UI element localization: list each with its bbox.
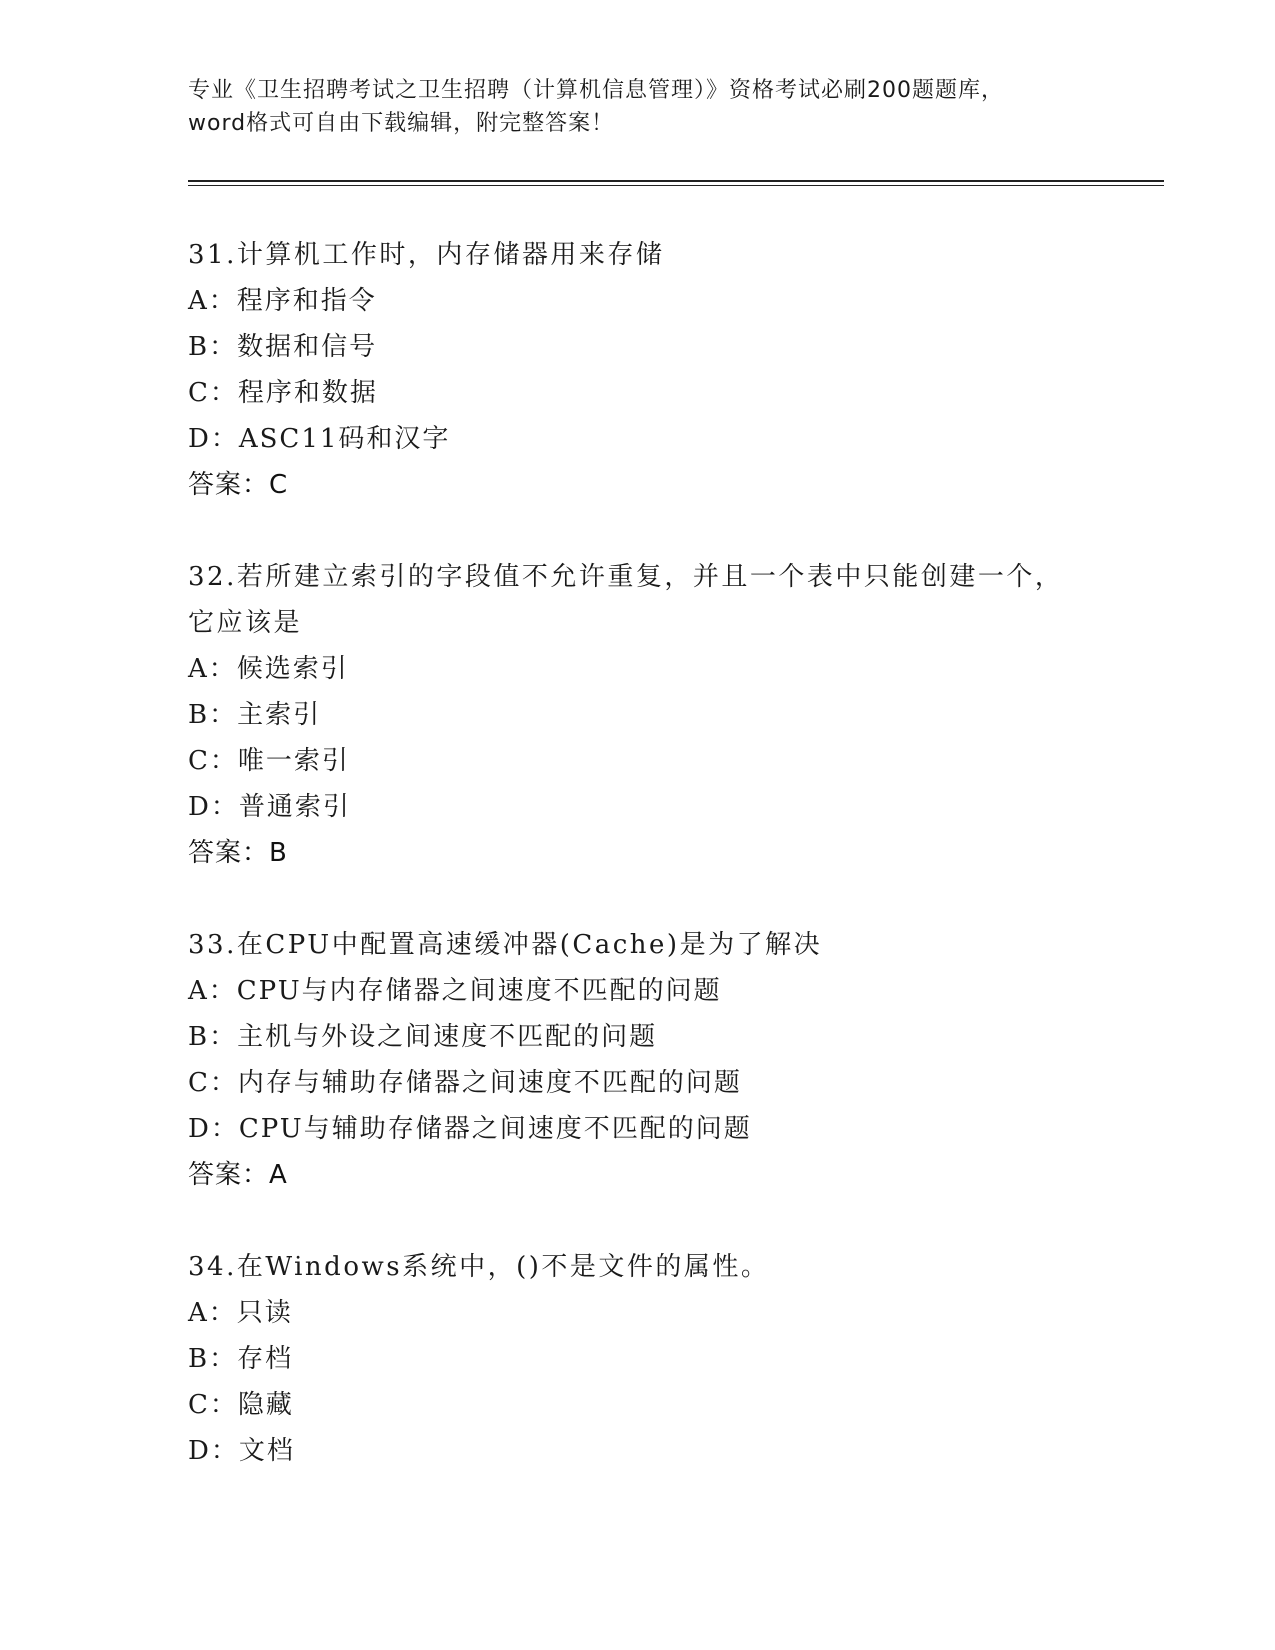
document-header xyxy=(188,74,1088,140)
option-b: B：主索引 xyxy=(188,700,322,730)
answer-line: 答案：A xyxy=(188,1160,288,1190)
option-d: D：普通索引 xyxy=(188,792,351,822)
option-b: B：数据和信号 xyxy=(188,332,378,362)
question-text: 33.在CPU中配置高速缓冲器(Cache)是为了解决 xyxy=(188,930,823,960)
option-c: C：唯一索引 xyxy=(188,746,350,776)
header-divider-thin xyxy=(188,185,1164,186)
header-line-2: word格式可自由下载编辑，附完整答案！ xyxy=(188,111,615,136)
question-text: 31.计算机工作时，内存储器用来存储 xyxy=(188,240,665,270)
option-b: B：主机与外设之间速度不匹配的问题 xyxy=(188,1022,658,1052)
option-d: D：ASC11码和汉字 xyxy=(188,424,451,454)
option-a: A：CPU与内存储器之间速度不匹配的问题 xyxy=(188,976,722,1006)
option-a: A：只读 xyxy=(188,1298,293,1328)
question-32 xyxy=(188,554,1088,876)
question-list xyxy=(188,232,1088,1520)
option-c: C：内存与辅助存储器之间速度不匹配的问题 xyxy=(188,1068,742,1098)
question-33 xyxy=(188,922,1088,1198)
question-text-line-1: 32.若所建立索引的字段值不允许重复，并且一个表中只能创建一个， xyxy=(188,562,1064,592)
question-34 xyxy=(188,1244,1088,1474)
answer-line: 答案：C xyxy=(188,470,289,500)
option-b: B：存档 xyxy=(188,1344,294,1374)
answer-line: 答案：B xyxy=(188,838,288,868)
question-31 xyxy=(188,232,1088,508)
option-c: C：程序和数据 xyxy=(188,378,378,408)
option-a: A：候选索引 xyxy=(188,654,349,684)
option-d: D：CPU与辅助存储器之间速度不匹配的问题 xyxy=(188,1114,752,1144)
question-text: 34.在Windows系统中，()不是文件的属性。 xyxy=(188,1252,770,1282)
option-a: A：程序和指令 xyxy=(188,286,377,316)
header-line-1: 专业《卫生招聘考试之卫生招聘（计算机信息管理）》资格考试必刷200题题库， xyxy=(188,78,1004,103)
option-c: C：隐藏 xyxy=(188,1390,294,1420)
question-text-line-2: 它应该是 xyxy=(188,608,303,638)
option-d: D：文档 xyxy=(188,1436,295,1466)
header-divider-thick xyxy=(188,180,1164,182)
